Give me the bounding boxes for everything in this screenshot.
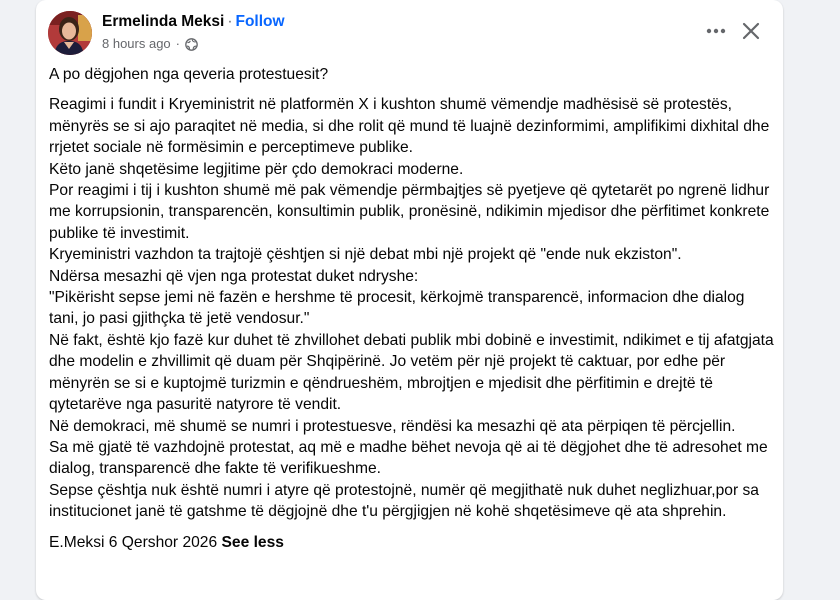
profile-photo [48, 11, 92, 55]
meta-separator: · [175, 36, 181, 51]
post-paragraph: Në fakt, është kjo fazë kur duhet të zhvillohet debati publik mbi dobinë e investimit, ndikimet e tij afatgjata dhe modelin e zhvillimit që duam për Shqipërinë. Jo vetëm për një projekt të caktuar, por edhe për mënyrën se si e kuptojmë turizmin e qëndrueshëm, mbrojtjen e mjedisit dhe përfitimin e drejtë të qytetarëve nga pasuritë natyrore të vendit. [49, 331, 774, 414]
post-paragraph: Reagimi i fundit i Kryeministrit në platformën X i kushton shumë vëmendje madhësisë së protestës, mënyrës se si ajo paraqitet në media, si dhe rolit që mund të luajnë dezinformimi, amplifikimi dixhital dhe rrjetet sociale në formësimin e perceptimeve publike. [49, 96, 770, 157]
post-paragraph: Por reagimi i tij i kushton shumë më pak vëmendje përmbajtjes së pyetjeve që qytetarët po ngrenë lidhur me korrupsionin, transparencën, konsultimin publik, pronësinë, ndikimin mjedisor dhe përfitimet konkrete publike të investimit. [49, 182, 770, 242]
globe-icon[interactable] [185, 38, 198, 51]
post-paragraph: Ndërsa mesazhi që vjen nga protestat duket ndryshe: [49, 267, 419, 285]
post-meta [102, 35, 198, 53]
author-name[interactable]: Ermelinda Meksi [102, 13, 225, 30]
post-paragraph: Në demokraci, më shumë se numri i protestuesve, rëndësi ka mesazhi që ata përpiqen të përcjellin. [49, 417, 736, 435]
post-paragraph: Këto janë shqetësime legjitime për çdo demokraci moderne. [49, 160, 464, 178]
post-paragraph: Sa më gjatë të vazhdojnë protestat, aq më e madhe bëhet nevoja që ai të dëgjohet dhe të adresohet me dialog, transparencë dhe fakte të verifikueshme. [49, 438, 768, 478]
post-header [48, 11, 768, 57]
post-signature: E.Meksi 6 Qershor 2026 [49, 533, 218, 551]
post-card [36, 0, 783, 600]
post-lead: A po dëgjohen nga qeveria protestuesit? [49, 66, 329, 83]
more-horizontal-icon[interactable] [701, 19, 731, 43]
post-timestamp[interactable]: 8 hours ago [102, 36, 171, 51]
post-paragraph: "Pikërisht sepse jemi në fazën e hershme të procesit, kërkojmë transparencë, informacion dhe dialog tani, jo pasi gjithçka të jetë vendosur." [49, 289, 745, 328]
avatar[interactable] [48, 11, 92, 55]
close-icon[interactable] [738, 18, 764, 44]
post-footer [49, 532, 774, 553]
post-paragraph: Kryeministri vazhdon ta trajtojë çështjen si një debat mbi një projekt që "ende nuk ekziston". [49, 246, 682, 264]
follow-button[interactable]: Follow [235, 13, 285, 30]
author-line [102, 12, 285, 32]
name-separator: · [227, 13, 233, 30]
see-less-button[interactable]: See less [221, 533, 284, 551]
post-body [49, 64, 774, 553]
post-paragraph: Sepse çështja nuk është numri i atyre që protestojnë, numër që megjithatë nuk duhet neglizhuar,por sa institucionet janë të gatshme të dëgjojnë dhe t'u përgjigjen në kohë shqetësimeve që ata shprehin. [49, 481, 759, 521]
